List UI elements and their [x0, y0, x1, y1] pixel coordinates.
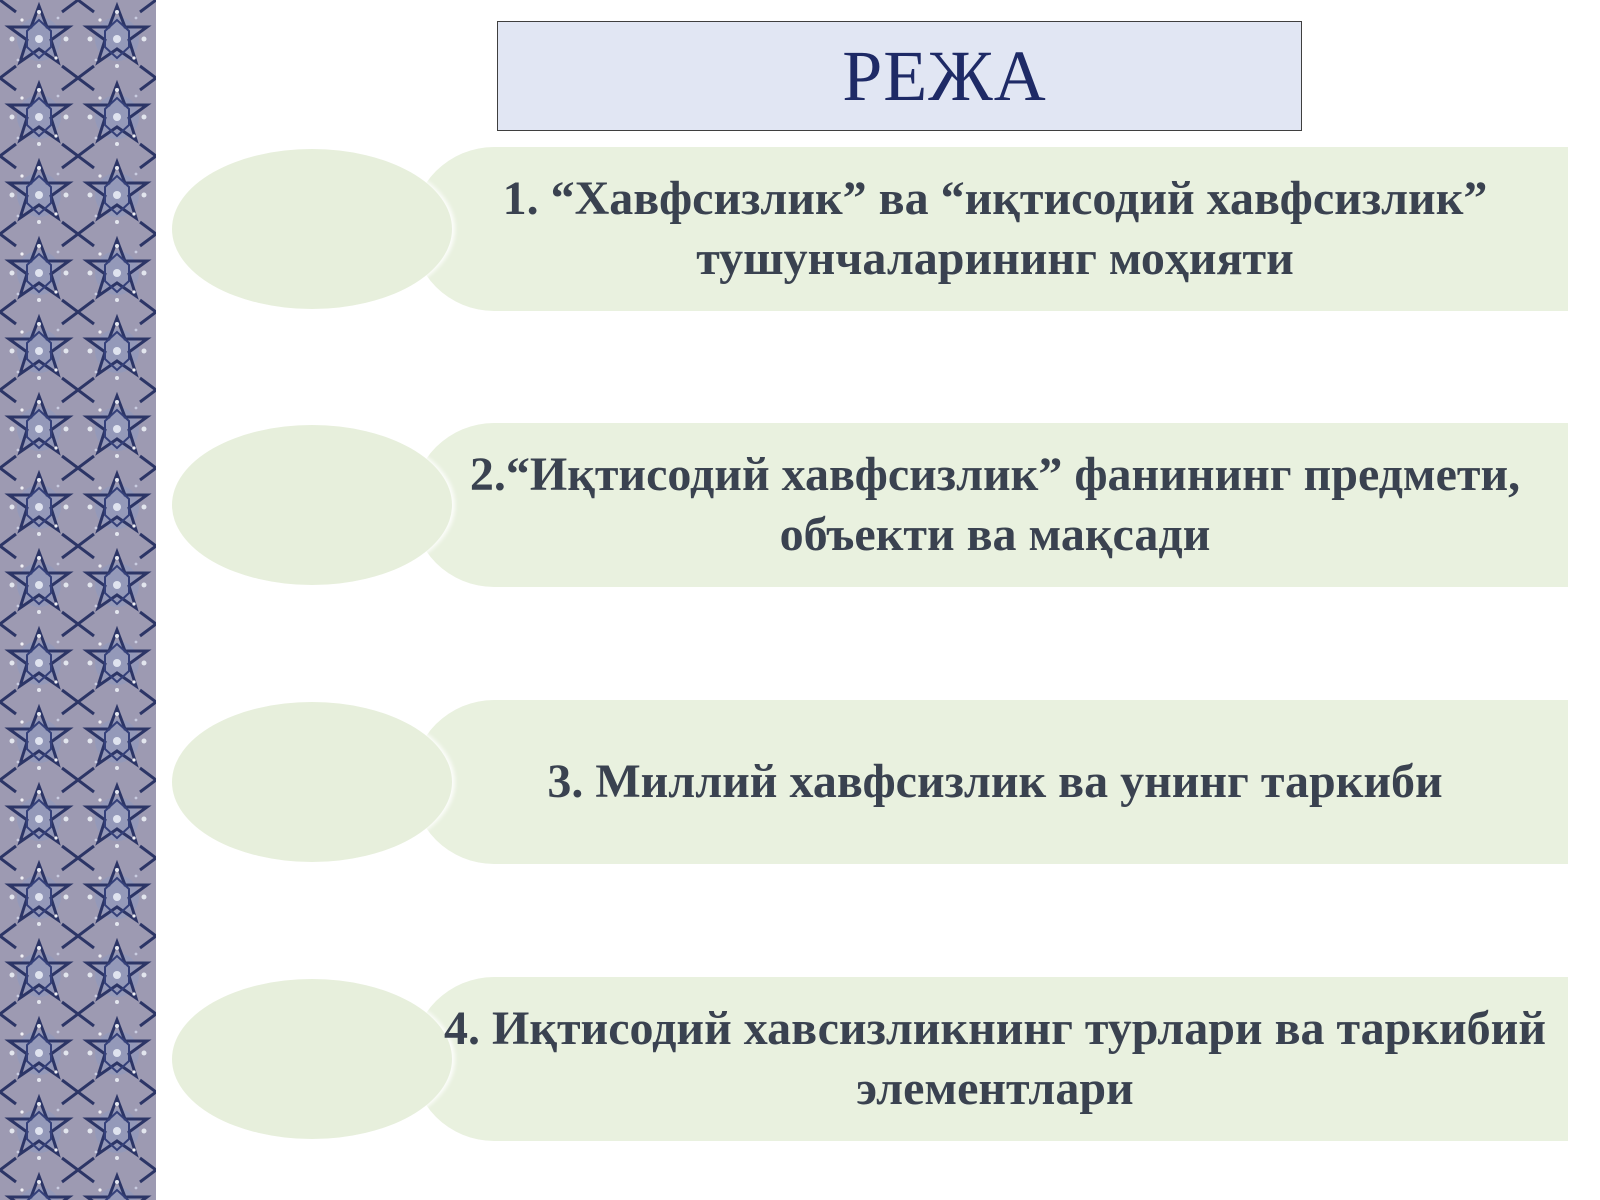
plan-item-text: 4. Иқтисодий хавсизликнинг турлари ва таркибий элементлари	[443, 1002, 1546, 1115]
plan-item-2	[172, 423, 1568, 587]
plan-item-1	[172, 147, 1568, 311]
plan-item-4	[172, 977, 1568, 1141]
plan-item-text: 2.“Иқтисодий хавфсизлик” фанининг предмети, объекти ва мақсади	[469, 448, 1521, 561]
plan-item-3	[172, 700, 1568, 864]
title-box	[497, 21, 1302, 131]
plan-item-ellipse	[172, 425, 452, 585]
plan-item-ellipse	[172, 149, 452, 309]
plan-item-ellipse	[172, 979, 452, 1139]
plan-item-text: 3. Миллий хавфсизлик ва унинг таркиби	[547, 755, 1443, 808]
plan-item-text: 1. “Хавфсизлик” ва “иқтисодий хавфсизлик” тушунчаларининг моҳияти	[502, 172, 1488, 285]
decorative-ornament-strip	[0, 0, 156, 1200]
plan-item-ellipse	[172, 702, 452, 862]
slide-title: РЕЖА	[842, 36, 1047, 116]
